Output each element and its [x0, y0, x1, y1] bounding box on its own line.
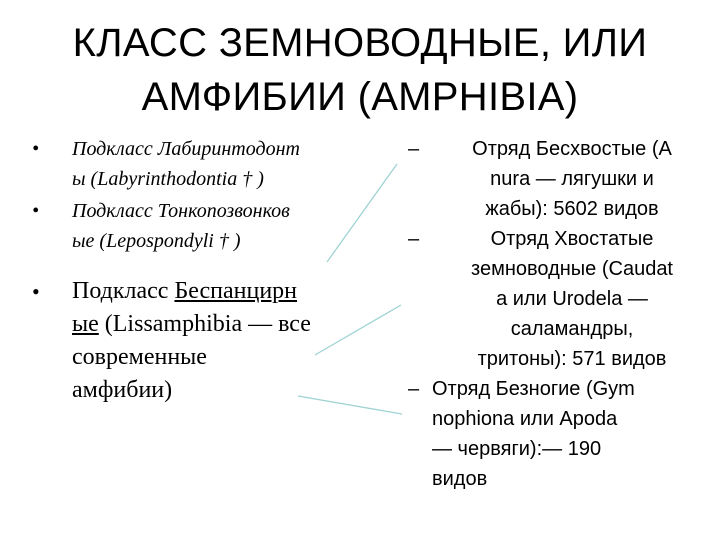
item-text-line: земноводные (Caudat	[471, 258, 673, 280]
item-text-line: ы (Labyrinthodontia † )	[72, 168, 264, 190]
title-line-2: АМФИБИИ (AMPHIBIA)	[141, 75, 579, 119]
title-line-1: КЛАСС ЗЕМНОВОДНЫЕ, ИЛИ	[72, 21, 648, 65]
item-text-line: Подкласс Тонкопозвонков	[72, 200, 290, 222]
item-text-line: тритоны): 571 видов	[477, 348, 667, 370]
item-text-line: a или Urodela —	[496, 288, 648, 310]
list-item-apoda	[402, 374, 712, 494]
item-text-line: современные	[72, 344, 207, 370]
subclass-list	[22, 134, 362, 407]
item-text-line: жабы): 5602 видов	[485, 198, 659, 220]
bullet-marker: •	[32, 200, 40, 222]
item-text-line: Отряд Хвостатые	[490, 228, 654, 250]
list-item-anura	[402, 134, 712, 224]
bullet-marker: •	[32, 279, 40, 304]
underlined-term: Беспанцирн	[174, 278, 298, 304]
item-text-line	[72, 275, 362, 308]
slide-title	[20, 16, 700, 124]
item-text-line	[72, 308, 362, 341]
list-item-caudata	[402, 224, 712, 374]
item-text-line: саламандры,	[510, 318, 634, 340]
item-text-line: Отряд Безногие (Gym	[432, 378, 635, 400]
item-text-line: nura — лягушки и	[490, 168, 654, 190]
dash-marker: –	[408, 378, 420, 400]
item-text-line: Отряд Бесхвостые (A	[472, 138, 672, 160]
item-text-line: ые (Lepospondyli † )	[72, 230, 241, 252]
bullet-marker: •	[32, 138, 40, 160]
dash-marker: –	[408, 228, 420, 250]
item-text-line: амфибии)	[72, 377, 173, 403]
list-item-lissamphibia	[22, 275, 362, 407]
dash-marker: –	[408, 138, 420, 160]
item-text-fragment: (Lissamphibia — все	[98, 311, 311, 337]
item-text-line: — червяги):— 190	[432, 438, 602, 460]
item-text-line: nophiona или Apoda	[432, 408, 618, 430]
item-text-fragment: Подкласс	[72, 278, 175, 304]
list-item-lepospondyli	[22, 196, 362, 256]
list-item-labyrinthodontia	[22, 134, 362, 194]
item-text-line: видов	[432, 468, 488, 490]
item-text-line: Подкласс Лабиринтодонт	[72, 138, 300, 160]
underlined-term: ые	[72, 311, 99, 337]
order-list	[402, 134, 712, 494]
